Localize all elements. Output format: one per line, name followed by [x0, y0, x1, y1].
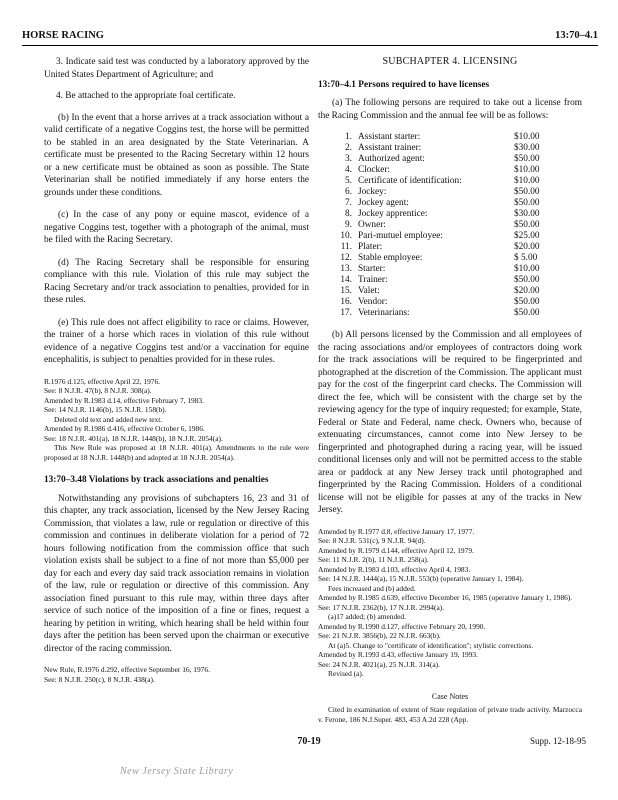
- note: Amended by R.1990 d.127, effective February 20, 1990.: [318, 621, 486, 631]
- fee-row: [330, 209, 560, 220]
- fee-row: [330, 275, 560, 286]
- header-section: 13:70–4.1: [555, 30, 598, 41]
- note: See: 8 N.J.R. 47(b), 8 N.J.R. 308(a).: [44, 386, 152, 395]
- fee-row: [330, 253, 560, 264]
- running-header: [22, 30, 598, 44]
- case-notes-text: Cited in examination of extent of State regulation of private trade activity. Marzocca v. Ferone, 186 N.J.Super. 483, 453 A.2d 228 (App.: [318, 705, 582, 724]
- fee-number: 2.: [345, 143, 352, 153]
- fee-amount: $50.00: [514, 187, 540, 197]
- fee-row: [330, 286, 560, 297]
- fee-row: [330, 198, 560, 209]
- fee-row: [330, 220, 560, 231]
- fee-label: Clocker:: [358, 165, 391, 175]
- note: See: 18 N.J.R. 401(a), 18 N.J.R. 1448(b), 18 N.J.R. 2054(a).: [44, 433, 223, 443]
- fee-row: [330, 231, 560, 242]
- fee-number: 12.: [340, 253, 352, 263]
- fee-number: 16.: [340, 297, 352, 307]
- fee-label: Owner:: [358, 220, 386, 230]
- fee-amount: $50.00: [514, 275, 540, 285]
- fee-table: [330, 132, 560, 319]
- subchapter-title: SUBCHAPTER 4. LICENSING: [382, 56, 518, 67]
- fee-amount: $10.00: [514, 132, 540, 142]
- note: Amended by R.1977 d.8, effective January 17, 1977.: [318, 526, 475, 536]
- fee-number: 5.: [345, 176, 352, 186]
- item-3: 3. Indicate said test was conducted by a laboratory approved by the United States Department of Agriculture; and: [44, 57, 309, 80]
- section-348-title: 13:70–3.48 Violations by track associations and penalties: [44, 475, 269, 485]
- note: See: 17 N.J.R. 2362(b), 17 N.J.R. 2994(a).: [318, 602, 445, 612]
- section-41-title: 13:70–4.1 Persons required to have licenses: [318, 79, 490, 90]
- note: Revised (a).: [328, 669, 364, 678]
- fee-amount: $50.00: [514, 198, 540, 208]
- fee-label: Assistant starter:: [358, 132, 421, 142]
- fee-label: Jockey apprentice:: [358, 209, 428, 219]
- fee-row: [330, 143, 560, 154]
- page-number: 70-19: [297, 736, 321, 747]
- fee-number: 11.: [340, 242, 352, 252]
- header-rule: [22, 45, 598, 46]
- fee-number: 17.: [340, 308, 352, 318]
- right-column: [318, 56, 582, 724]
- fee-row: [330, 132, 560, 143]
- fee-label: Plater:: [358, 242, 383, 252]
- history-notes-left: [44, 377, 309, 463]
- fee-row: [330, 308, 560, 319]
- note: See: 8 N.J.R. 250(c), 8 N.J.R. 438(a).: [44, 674, 155, 684]
- fee-row: [330, 297, 560, 308]
- fee-label: Valet:: [358, 286, 380, 296]
- fee-label: Pari-mutuel employee:: [358, 231, 443, 241]
- fee-amount: $10.00: [514, 176, 540, 186]
- note: Amended by R.1993 d.43, effective January 19, 1993.: [318, 650, 478, 659]
- paragraph-b-right: (b) All persons licensed by the Commission and all employees of the racing associations and/or employees of contractors doing work for the track associations will be required to be fingerprinted and photographed at the discretion of the Commission. The applicant must pay for the cost of the fingerprint card checks. The Commission will direct the fee, which will be consistent with the charge set by the reviewing agency for the type of inquiry requested; for example, State, Federal or State and Federal, name check. Owners who, because of extenuating circumstances, cannot come into New Jersey to be fingerprinted and photographed during a racing year, will be issued conditional licenses only and will not be permitted access to the stable area or paddock at any New Jersey track until photographed and fingerprinted by the Racing Commission. Holders of a conditional license will not be eligible for passes at any of the tracks in New Jersey.: [318, 330, 582, 515]
- paragraph-e: (e) This rule does not affect eligibility to race or claims. However, the trainer of a horse which races in violation of this rule without evidence of a negative Coggins test and/or a vaccination for equine encephalitis, is subject to penalties provided for in these rules.: [44, 317, 309, 365]
- left-column: [44, 56, 309, 696]
- paragraph-d: (d) The Racing Secretary shall be responsible for ensuring compliance with this rule. Violation of this rule may subject the Racing Secretary and/or track association to penalties, provided for in these rules.: [44, 257, 309, 305]
- fee-row: [330, 154, 560, 165]
- history-notes-348: [44, 665, 309, 684]
- case-notes-title: Case Notes: [431, 691, 469, 701]
- fee-row: [330, 165, 560, 176]
- fee-amount: $50.00: [514, 297, 540, 307]
- fee-amount: $10.00: [514, 165, 540, 175]
- fee-label: Authorized agent:: [358, 154, 425, 164]
- note: Amended by R.1979 d.144, effective April 12, 1979.: [318, 545, 474, 555]
- fee-amount: $30.00: [514, 143, 540, 153]
- note: Deleted old text and added new text.: [54, 414, 163, 424]
- fee-number: 8.: [345, 209, 352, 219]
- note: (a)17 added; (b) amended.: [328, 612, 406, 621]
- fee-number: 13.: [340, 264, 352, 274]
- fee-label: Starter:: [358, 264, 386, 274]
- note: This New Rule was proposed at 18 N.J.R. 401(a). Amendments to the rule were proposed at 18 N.J.R. 1448(b) and adopted at 18 N.J.R. 2054(a).: [44, 443, 309, 462]
- fee-number: 9.: [345, 220, 352, 230]
- fee-label: Veterinarians:: [358, 308, 410, 318]
- fee-label: Jockey:: [358, 187, 387, 197]
- fee-label: Vendor:: [358, 297, 388, 307]
- note: See: 14 N.J.R. 1146(b), 15 N.J.R. 158(b).: [44, 405, 167, 414]
- fee-amount: $20.00: [514, 286, 540, 296]
- fee-number: 14.: [340, 275, 352, 285]
- fee-amount: $20.00: [514, 242, 540, 252]
- fee-amount: $50.00: [514, 308, 540, 318]
- note: New Rule, R.1976 d.292, effective September 16, 1976.: [44, 665, 210, 674]
- fee-number: 7.: [345, 198, 352, 208]
- fee-label: Stable employee:: [358, 253, 423, 263]
- note: See: 24 N.J.R. 4021(a), 25 N.J.R. 314(a).: [318, 659, 440, 669]
- fee-amount: $ 5.00: [514, 253, 538, 263]
- note: See: 8 N.J.R. 531(c), 9 N.J.R. 94(d).: [318, 536, 426, 545]
- section-348-body: Notwithstanding any provisions of subchapters 16, 23 and 31 of this chapter, any track association, licensed by the New Jersey Racing Commission, that violates a law, rule or regulation or directive of this commission and continues in deliberate violation for a period of 72 hours following notification from the commission office that such violation exists shall be subject to a fine of not more than $5,000 per day for each and every day said track association remains in violation of the law, rule or regulation or directive of this commission. Any association fined pursuant to this rule may, within three days after service of such notice of the imposition of a fine or fines, request a hearing by petition in writing, which hearing shall be held within four days after the petition has been served upon the chairman or executive director of the racing commission.: [44, 493, 309, 654]
- note: See: 14 N.J.R. 1444(a), 15 N.J.R. 553(b) (operative January 1, 1984).: [318, 574, 524, 583]
- fee-amount: $25.00: [514, 231, 540, 241]
- note: Amended by R.1983 d.103, effective April 4, 1983.: [318, 564, 471, 574]
- note: At (a)5. Change to "certificate of identification"; stylistic corrections.: [328, 640, 534, 650]
- note: See: 11 N.J.R. 2(b), 11 N.J.R. 258(a).: [318, 555, 429, 564]
- fee-amount: $30.00: [514, 209, 540, 219]
- fee-number: 1.: [345, 132, 352, 142]
- header-title: HORSE RACING: [22, 30, 104, 41]
- fee-row: [330, 176, 560, 187]
- fee-label: Trainer:: [358, 275, 388, 285]
- item-4: 4. Be attached to the appropriate foal certificate.: [56, 91, 236, 101]
- fee-number: 10.: [340, 231, 352, 241]
- fee-row: [330, 187, 560, 198]
- fee-amount: $50.00: [514, 154, 540, 164]
- fee-amount: $50.00: [514, 220, 540, 230]
- fee-amount: $10.00: [514, 264, 540, 274]
- note: Amended by R.1985 d.639, effective December 16, 1985 (operative January 1, 1986).: [318, 593, 573, 602]
- fee-number: 4.: [345, 165, 352, 175]
- note: Amended by R.1983 d.14, effective February 7, 1983.: [44, 395, 204, 405]
- fee-number: 15.: [340, 286, 352, 296]
- fee-number: 3.: [345, 154, 352, 164]
- fee-row: [330, 264, 560, 275]
- note: Amended by R.1986 d.416, effective October 6, 1986.: [44, 424, 205, 433]
- paragraph-a: (a) The following persons are required to take out a license from the Racing Commission and the annual fee will be as follows:: [318, 98, 582, 121]
- supplement-date: Supp. 12-18-95: [530, 736, 586, 746]
- fee-label: Assistant trainer:: [358, 143, 422, 153]
- paragraph-c: (c) In the case of any pony or equine mascot, evidence of a negative Coggins test, together with a photograph of the animal, must be filed with the Racing Secretary.: [44, 210, 309, 245]
- fee-number: 6.: [345, 187, 352, 197]
- note: Fees increased and (b) added.: [328, 583, 416, 593]
- paragraph-b: (b) In the event that a horse arrives at a track association without a valid certificate of a negative Coggins test, the horse will be permitted to be stabled in an area designated by the State Veterinarian. A certificate must be presented to the Racing Secretary within 12 hours or a new certificate must be obtained as soon as possible. The State Veterinarian shall be notified immediately if any horse enters the grounds under these conditions.: [44, 112, 309, 198]
- fee-row: [330, 242, 560, 253]
- library-stamp: New Jersey State Library: [120, 766, 234, 777]
- note: R.1976 d.125, effective April 22, 1976.: [44, 376, 161, 386]
- fee-label: Jockey agent:: [358, 198, 409, 208]
- note: See: 21 N.J.R. 3856(b), 22 N.J.R. 663(b).: [318, 631, 441, 640]
- fee-label: Certificate of identification:: [358, 176, 462, 186]
- history-notes-right: [318, 527, 582, 679]
